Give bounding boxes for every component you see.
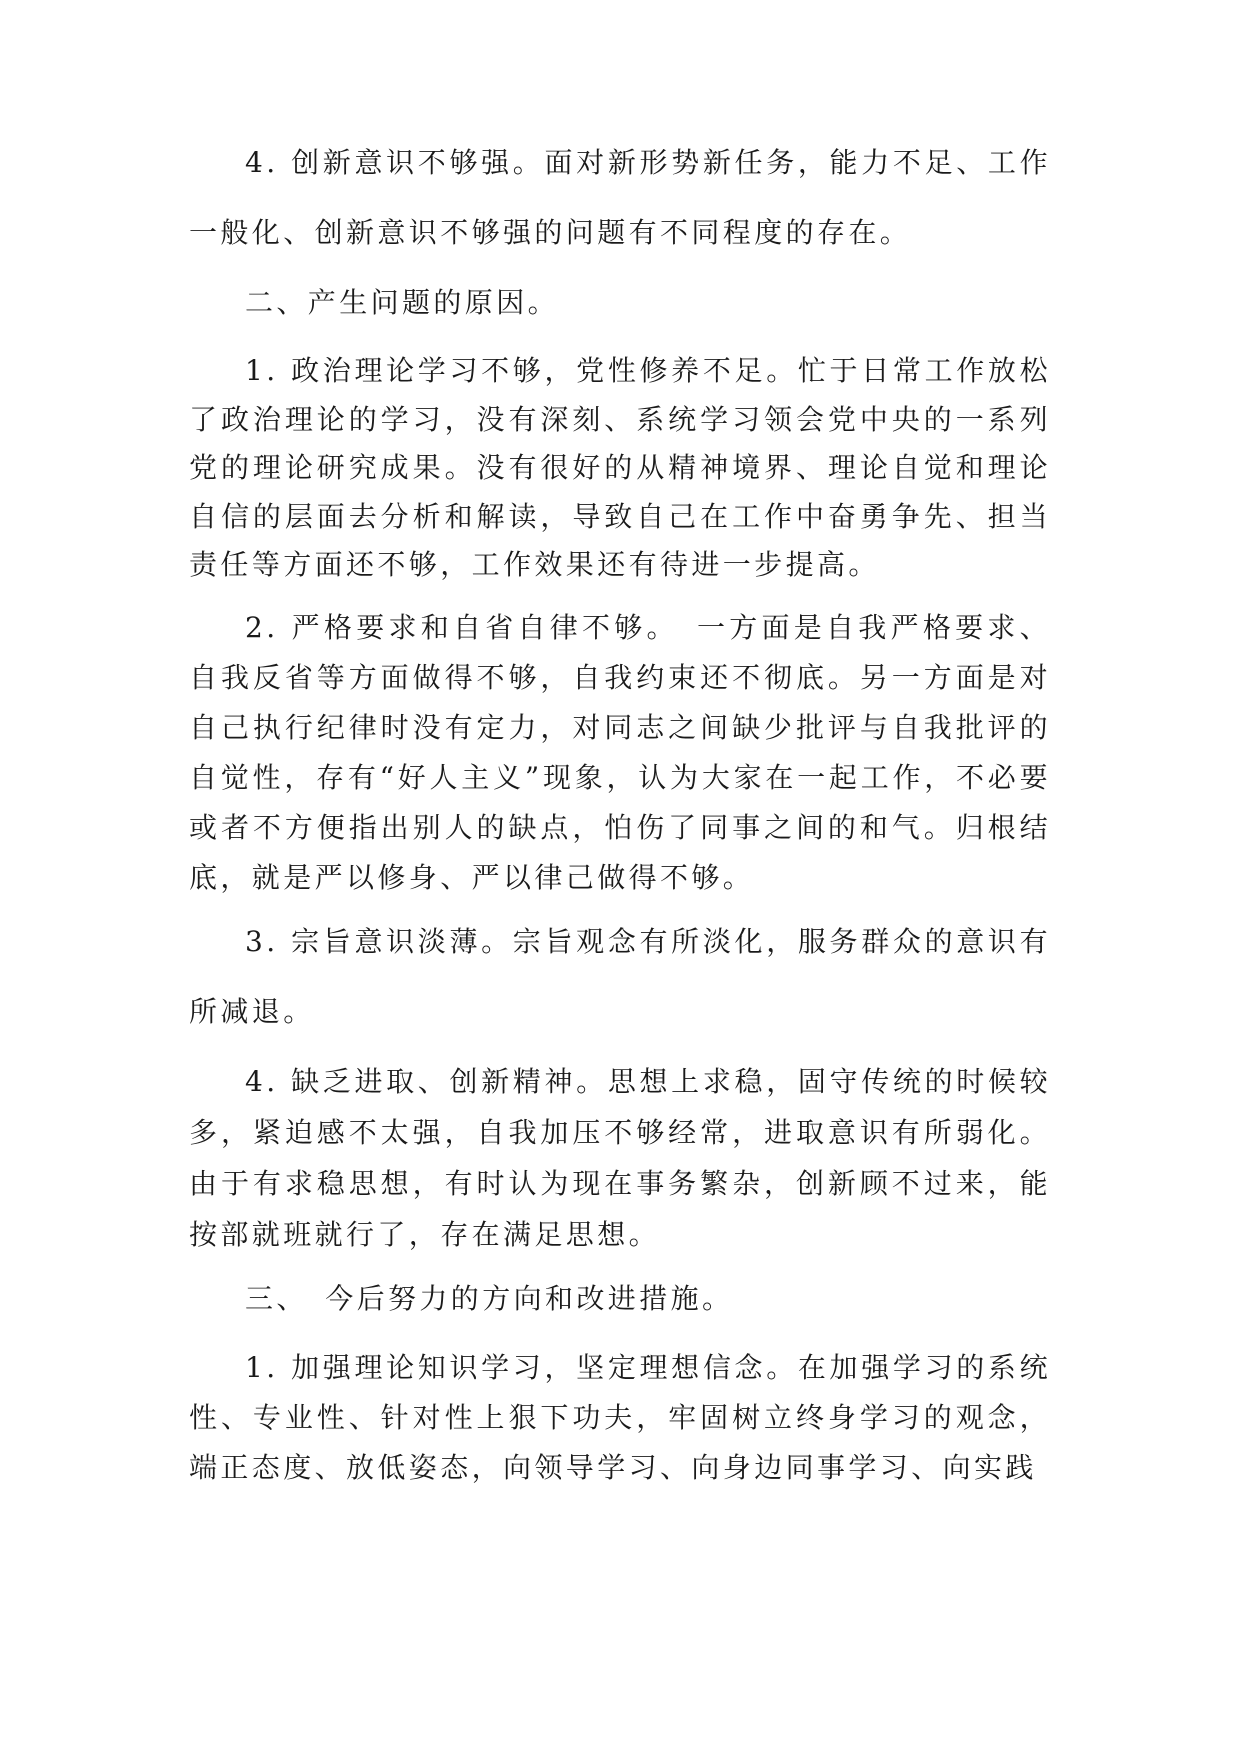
paragraph-political-theory-study: 1. 政治理论学习不够，党性修养不足。忙于日常工作放松了政治理论的学习，没有深刻、系统学习领会党中央的一系列党的理论研究成果。没有很好的从精神境界、理论自觉和理论自信的层面去分析和解读，导致自己在工作中奋勇争先、担当责任等方面还不够，工作效果还有待进一步提高。	[189, 354, 1051, 581]
paragraph-purpose-awareness: 3. 宗旨意识淡薄。宗旨观念有所淡化，服务群众的意识有所减退。	[189, 924, 1051, 1028]
paragraph-self-discipline: 2. 严格要求和自省自律不够。 一方面是自我严格要求、自我反省等方面做得不够，自我约束还不彻底。另一方面是对自己执行纪律时没有定力，对同志之间缺少批评与自我批评的自觉性，存有“好人主义”现象，认为大家在一起工作，不必要或者不方便指出别人的缺点，怕伤了同事之间的和气。归根结底，就是严以修身、严以律己做得不够。	[189, 610, 1051, 894]
heading-improvement-measures: 三、 今后努力的方向和改进措施。	[245, 1281, 734, 1315]
document-body	[189, 128, 1051, 1493]
paragraph-enterprising-spirit: 4. 缺乏进取、创新精神。思想上求稳，固守传统的时候较多，紧迫感不太强，自我加压不够经常，进取意识有所弱化。由于有求稳思想，有时认为现在事务繁杂，创新顾不过来，能按部就班就行了，存在满足思想。	[189, 1064, 1051, 1251]
paragraph-innovation-awareness: 4. 创新意识不够强。面对新形势新任务，能力不足、工作一般化、创新意识不够强的问题有不同程度的存在。	[189, 146, 1051, 249]
paragraph-strengthen-theory-study: 1. 加强理论知识学习，坚定理想信念。在加强学习的系统性、专业性、针对性上狠下功夫，牢固树立终身学习的观念，端正态度、放低姿态，向领导学习、向身边同事学习、向实践	[189, 1350, 1051, 1484]
heading-causes-of-problems: 二、产生问题的原因。	[245, 286, 560, 319]
